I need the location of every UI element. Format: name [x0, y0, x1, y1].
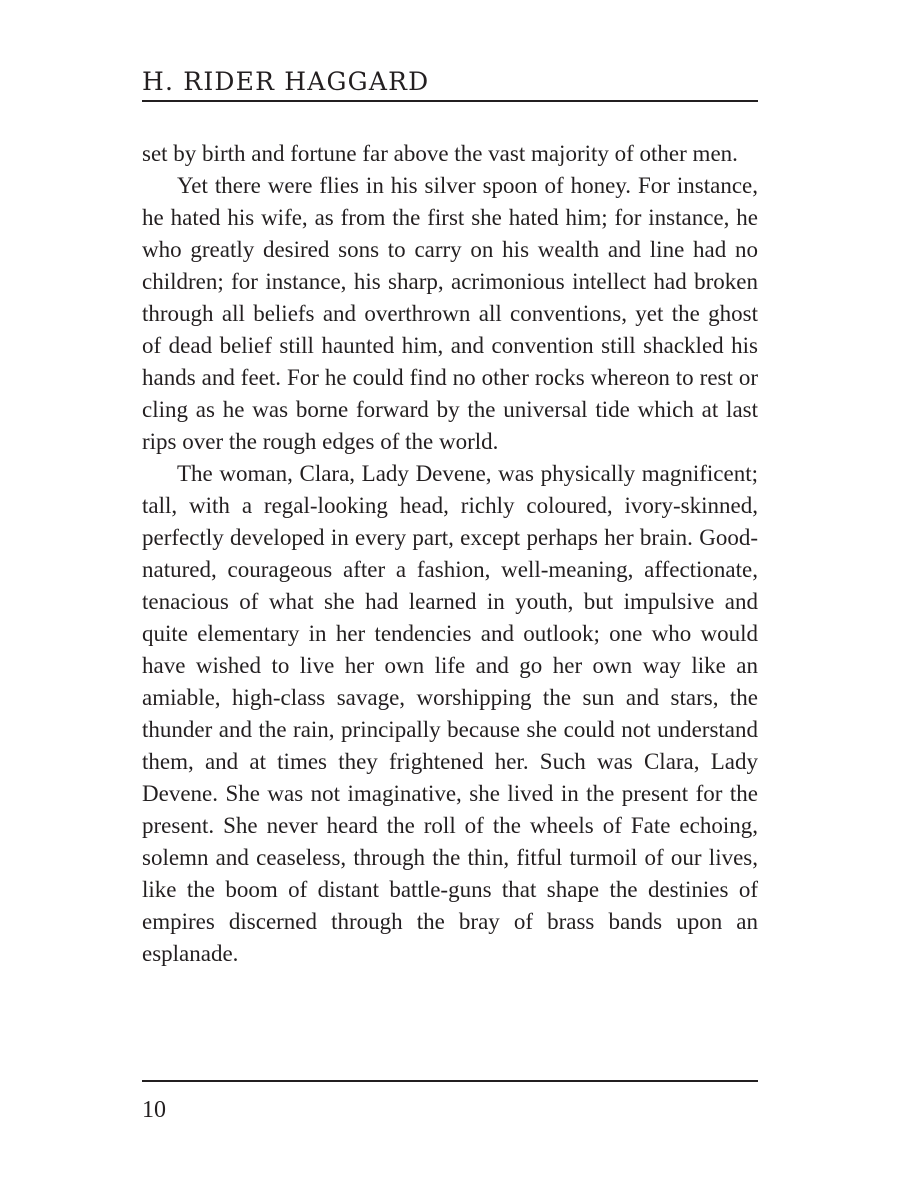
paragraph-continuation: set by birth and fortune far above the vast majority of other men.	[142, 141, 738, 166]
footer-rule	[142, 1080, 758, 1082]
page-number: 10	[142, 1097, 166, 1123]
paragraph-flies: Yet there were flies in his silver spoon of honey. For instance, he hated his wife, as from the first she hated him; for instance, he who greatly desired sons to carry on his wealth and line had no children; for instance, his sharp, acrimonious intellect had broken through all beliefs and overthrown all conventions, yet the ghost of dead belief still haunted him, and convention still shackled his hands and feet. For he could find no other rocks whereon to rest or cling as he was borne forward by the universal tide which at last rips over the rough edges of the world.	[142, 173, 758, 454]
paragraph-clara: The woman, Clara, Lady Devene, was physically magnificent; tall, with a regal-looking head, richly coloured, ivory-skinned, perfectly developed in every part, except perhaps her brain. Good-natured, courageous after a fashion, well-meaning, affectionate, tenacious of what she had learned in youth, but impulsive and quite elementary in her tendencies and outlook; one who would have wished to live her own life and go her own way like an amiable, high-class savage, worshipping the sun and stars, the thunder and the rain, principally because she could not understand them, and at times they frightened her. Such was Clara, Lady Devene. She was not imaginative, she lived in the present for the present. She never heard the roll of the wheels of Fate echoing, solemn and ceaseless, through the thin, fitful turmoil of our lives, like the boom of distant battle-guns that shape the destinies of empires discerned through the bray of brass bands upon an esplanade.	[142, 461, 758, 966]
header-rule	[142, 100, 758, 102]
body-text	[142, 138, 758, 970]
running-head: H. RIDER HAGGARD	[142, 67, 430, 96]
